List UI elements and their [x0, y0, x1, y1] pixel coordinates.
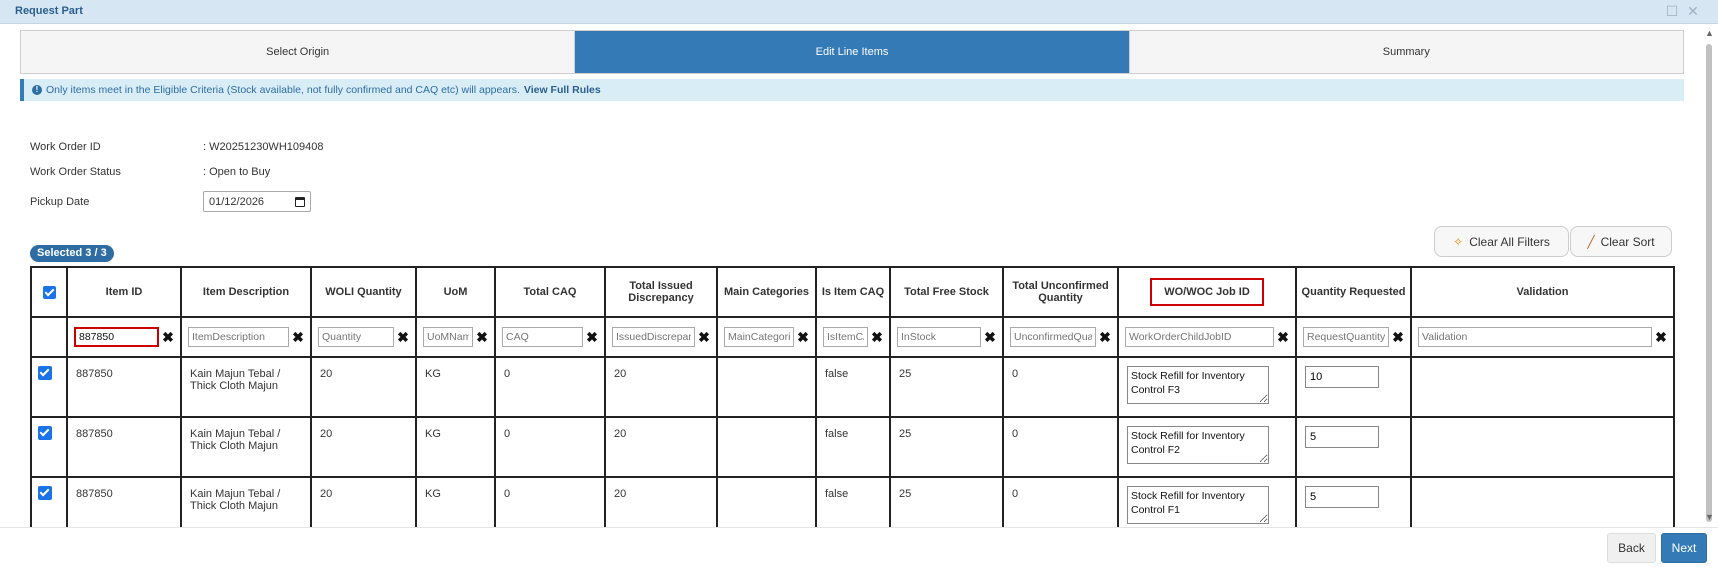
cell-total-caq: 0 — [495, 477, 605, 528]
cell-total-issued-discrepancy: 20 — [605, 477, 717, 528]
filter-cell-empty — [31, 317, 67, 357]
clear-all-filters-label: Clear All Filters — [1469, 234, 1550, 249]
cell-is-item-caq: false — [816, 417, 890, 477]
select-all-header[interactable] — [31, 267, 67, 317]
cell-total-unconfirmed-quantity: 0 — [1003, 357, 1118, 417]
x-mark-icon[interactable]: ✖ — [292, 329, 304, 345]
table-row — [31, 417, 1674, 477]
job-id-header-highlight: WO/WOC Job ID — [1150, 278, 1264, 306]
cell-item-id: 887850 — [67, 417, 181, 477]
cell-total-caq: 0 — [495, 417, 605, 477]
col-header-job-id[interactable] — [1118, 267, 1296, 317]
window-title: Request Part — [15, 5, 83, 17]
next-button[interactable]: Next — [1661, 533, 1707, 563]
scroll-down-icon[interactable]: ▼ — [1705, 512, 1714, 522]
table-row — [31, 477, 1674, 528]
main-categories-filter-input[interactable] — [724, 327, 794, 347]
step-edit-line-items[interactable]: Edit Line Items — [575, 31, 1129, 73]
step-select-origin[interactable]: Select Origin — [21, 31, 575, 73]
back-button[interactable]: Back — [1607, 533, 1656, 563]
x-mark-icon[interactable]: ✖ — [1655, 329, 1667, 345]
window-titlebar — [0, 0, 1718, 24]
cell-woli-quantity: 20 — [311, 417, 416, 477]
cell-item-description: Kain Majun Tebal / Thick Cloth Majun — [181, 357, 311, 417]
col-header-total-free-stock[interactable]: Total Free Stock — [890, 267, 1003, 317]
view-full-rules-link[interactable]: View Full Rules — [523, 84, 601, 96]
quantity-requested-input[interactable] — [1305, 366, 1379, 388]
cell-total-issued-discrepancy: 20 — [605, 417, 717, 477]
cell-total-free-stock: 25 — [890, 357, 1003, 417]
job-id-textarea[interactable] — [1127, 366, 1269, 404]
selected-count-badge: Selected 3 / 3 — [30, 245, 114, 262]
cell-main-categories — [717, 417, 816, 477]
close-icon[interactable]: ✕ — [1687, 3, 1699, 19]
x-mark-icon[interactable]: ✖ — [1392, 329, 1404, 345]
col-header-item-id[interactable]: Item ID — [67, 267, 181, 317]
pickup-date-input[interactable] — [203, 191, 311, 212]
work-order-id-value: : W20251230WH109408 — [203, 141, 324, 153]
cell-item-id: 887850 — [67, 477, 181, 528]
info-banner — [20, 79, 1684, 101]
scrollbar-thumb[interactable] — [1706, 44, 1712, 522]
job-id-filter-input[interactable] — [1125, 327, 1274, 347]
pickup-date-label: Pickup Date — [30, 196, 90, 208]
calendar-icon[interactable] — [295, 197, 305, 207]
maximize-icon[interactable]: ☐ — [1665, 3, 1679, 19]
row-checkbox[interactable] — [38, 486, 52, 500]
uom-filter-input[interactable] — [423, 327, 473, 347]
cell-uom: KG — [416, 357, 495, 417]
cell-validation — [1411, 357, 1674, 417]
scroll-up-icon[interactable]: ▲ — [1705, 28, 1714, 38]
pickup-date-value: 01/12/2026 — [209, 195, 265, 208]
line-items-table — [30, 266, 1675, 529]
cell-main-categories — [717, 357, 816, 417]
cell-uom: KG — [416, 417, 495, 477]
clear-sort-label: Clear Sort — [1600, 234, 1655, 249]
dialog-footer — [0, 527, 1718, 567]
col-header-validation[interactable]: Validation — [1411, 267, 1674, 317]
broom-icon: ╱ — [1587, 234, 1595, 249]
cell-is-item-caq: false — [816, 477, 890, 528]
step-summary[interactable]: Summary — [1130, 31, 1683, 73]
cell-validation — [1411, 417, 1674, 477]
info-icon: ! — [32, 85, 42, 95]
cell-total-unconfirmed-quantity: 0 — [1003, 417, 1118, 477]
validation-filter-input[interactable] — [1418, 327, 1652, 347]
row-checkbox[interactable] — [38, 426, 52, 440]
job-id-textarea[interactable] — [1127, 426, 1269, 464]
work-order-id-label: Work Order ID — [30, 141, 101, 153]
cell-total-unconfirmed-quantity: 0 — [1003, 477, 1118, 528]
quantity-requested-input[interactable] — [1305, 486, 1379, 508]
work-order-status-label: Work Order Status — [30, 166, 121, 178]
cell-total-issued-discrepancy: 20 — [605, 357, 717, 417]
quantity-filter-input[interactable] — [318, 327, 394, 347]
col-header-woli-quantity[interactable]: WOLI Quantity — [311, 267, 416, 317]
unconfirmed-quantity-filter-input[interactable] — [1010, 327, 1096, 347]
cell-uom: KG — [416, 477, 495, 528]
info-text: Only items meet in the Eligible Criteria (Stock available, not fully confirmed and CAQ etc) will appears. — [46, 84, 520, 96]
clear-all-filters-button[interactable] — [1434, 226, 1569, 257]
col-header-main-categories[interactable]: Main Categories — [717, 267, 816, 317]
x-mark-icon[interactable]: ✖ — [162, 329, 174, 345]
x-mark-icon[interactable]: ✖ — [586, 329, 598, 345]
x-mark-icon[interactable]: ✖ — [1099, 329, 1111, 345]
x-mark-icon[interactable]: ✖ — [984, 329, 996, 345]
x-mark-icon[interactable]: ✖ — [871, 329, 883, 345]
wizard-steps — [20, 30, 1684, 74]
cell-main-categories — [717, 477, 816, 528]
clear-sort-button[interactable] — [1570, 226, 1672, 257]
cell-validation — [1411, 477, 1674, 528]
col-header-uom[interactable]: UoM — [416, 267, 495, 317]
x-mark-icon[interactable]: ✖ — [476, 329, 488, 345]
select-all-checkbox[interactable] — [43, 286, 56, 299]
issued-discrepancy-filter-input[interactable] — [612, 327, 695, 347]
x-mark-icon[interactable]: ✖ — [1277, 329, 1289, 345]
caq-filter-input[interactable] — [502, 327, 583, 347]
x-mark-icon[interactable]: ✖ — [797, 329, 809, 345]
job-id-textarea[interactable] — [1127, 486, 1269, 524]
col-header-total-caq[interactable]: Total CAQ — [495, 267, 605, 317]
vertical-scrollbar[interactable] — [1700, 24, 1718, 527]
is-item-caq-filter-input[interactable] — [823, 327, 868, 347]
cell-woli-quantity: 20 — [311, 477, 416, 528]
cell-is-item-caq: false — [816, 357, 890, 417]
col-header-item-description[interactable]: Item Description — [181, 267, 311, 317]
col-header-is-item-caq[interactable]: Is Item CAQ — [816, 267, 890, 317]
cell-woli-quantity: 20 — [311, 357, 416, 417]
work-order-status-value: : Open to Buy — [203, 166, 271, 178]
col-header-total-issued-discrepancy[interactable]: Total Issued Discrepancy — [605, 267, 717, 317]
x-mark-icon[interactable]: ✖ — [698, 329, 710, 345]
cell-total-free-stock: 25 — [890, 417, 1003, 477]
x-mark-icon[interactable]: ✖ — [397, 329, 409, 345]
item-description-filter-input[interactable] — [188, 327, 289, 347]
request-quantity-filter-input[interactable] — [1303, 327, 1389, 347]
in-stock-filter-input[interactable] — [897, 327, 981, 347]
cell-item-description: Kain Majun Tebal / Thick Cloth Majun — [181, 477, 311, 528]
cell-item-description: Kain Majun Tebal / Thick Cloth Majun — [181, 417, 311, 477]
col-header-quantity-requested[interactable]: Quantity Requested — [1296, 267, 1411, 317]
item-id-filter-input[interactable] — [74, 327, 159, 347]
table-header-row — [31, 267, 1674, 317]
sparkle-icon: ✧ — [1453, 234, 1464, 249]
row-checkbox[interactable] — [38, 366, 52, 380]
table-row — [31, 357, 1674, 417]
cell-total-free-stock: 25 — [890, 477, 1003, 528]
col-header-total-unconfirmed-quantity[interactable]: Total Unconfirmed Quantity — [1003, 267, 1118, 317]
cell-item-id: 887850 — [67, 357, 181, 417]
cell-total-caq: 0 — [495, 357, 605, 417]
quantity-requested-input[interactable] — [1305, 426, 1379, 448]
table-filter-row — [31, 317, 1674, 357]
